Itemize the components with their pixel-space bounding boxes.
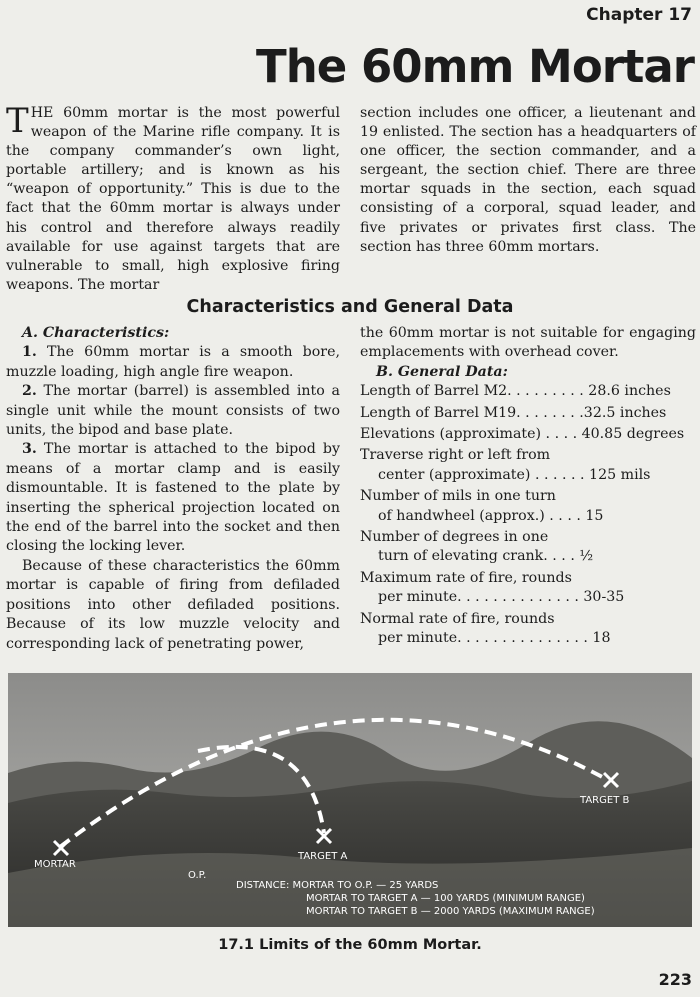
chapter-label: Chapter 17 <box>586 5 692 25</box>
spec-row <box>360 404 696 423</box>
item-text: The 60mm mortar is a smooth bore, muzzle loading, high angle fire weapon. <box>6 344 340 380</box>
page-number: 223 <box>658 970 692 989</box>
characteristics-column <box>6 324 340 654</box>
spec-row <box>360 528 696 567</box>
spec-row <box>360 382 696 401</box>
spec-line: per minute. . . . . . . . . . . . . . 30-35 <box>378 589 625 606</box>
spec-row <box>360 446 696 485</box>
spec-row <box>360 487 696 526</box>
item-number: 3. <box>22 441 37 458</box>
range-photo-figure <box>8 673 692 927</box>
item-text: The mortar (barrel) is assembled into a single unit while the mount consists of two units, the bipod and base plate. <box>6 383 340 439</box>
spec-line: turn of elevating crank. . . . ½ <box>378 548 594 565</box>
item-number: 1. <box>22 344 37 361</box>
range-photo <box>8 673 692 927</box>
spec-line: Number of mils in one turn <box>360 488 556 505</box>
intro-left-text: HE 60mm mortar is the most powerful weapon of the Marine rifle company. It is the company commander’s own light, portable artillery; and is known as his “weapon of opportunity.” This is due to the fact that the 60mm mortar is always under his control and therefore always readily available for use against targets that are vulnerable to small, high explosive firing weapons. The mortar <box>6 105 340 293</box>
intro-left-column <box>6 101 340 295</box>
spec-row <box>360 569 696 608</box>
general-data-column <box>360 324 696 651</box>
characteristics-closing: Because of these characteristics the 60mm mortar is capable of firing from defiladed positions into other defiladed positions. Because of its low muzzle velocity and corresponding lack of penetrating power, <box>6 557 340 652</box>
spec-line: Elevations (approximate) . . . . 40.85 degrees <box>360 426 685 443</box>
spec-line: Length of Barrel M19. . . . . . . .32.5 inches <box>360 404 667 421</box>
spec-line: Normal rate of fire, rounds <box>360 610 555 627</box>
spec-line: of handwheel (approx.) . . . . 15 <box>378 507 604 524</box>
drop-cap: T <box>6 101 29 141</box>
spec-row <box>360 610 696 649</box>
spec-line: per minute. . . . . . . . . . . . . . . 18 <box>378 630 611 647</box>
page-title: The 60mm Mortar <box>256 40 694 93</box>
spec-line: center (approximate) . . . . . . 125 mils <box>378 466 651 483</box>
spec-line: Length of Barrel M2. . . . . . . . . 28.6 inches <box>360 383 671 400</box>
op-label: O.P. <box>188 870 207 881</box>
spec-line: Number of degrees in one <box>360 529 549 546</box>
spec-row <box>360 425 696 444</box>
distance-note-3: MORTAR TO TARGET B — 2000 YARDS (MAXIMUM RANGE) <box>306 906 595 917</box>
characteristics-continued: the 60mm mortar is not suitable for engaging emplacements with overhead cover. <box>360 325 696 361</box>
item-text: The mortar is attached to the bipod by means of a mortar clamp and is easily dismountable. It is fastened to the plate by inserting the spherical projection located on the end of the barrel into the socket and then closing the locking lever. <box>6 441 340 555</box>
mortar-label: MORTAR <box>34 859 76 870</box>
characteristic-item <box>6 343 340 382</box>
target-b-label: TARGET B <box>580 795 630 806</box>
characteristic-item <box>6 382 340 440</box>
characteristic-item <box>6 440 340 556</box>
characteristics-heading: A. Characteristics: <box>22 325 170 341</box>
distance-note-2: MORTAR TO TARGET A — 100 YARDS (MINIMUM RANGE) <box>306 893 585 904</box>
target-a-label: TARGET A <box>298 851 348 862</box>
item-number: 2. <box>22 383 37 400</box>
spec-line: Traverse right or left from <box>360 447 551 464</box>
section-title: Characteristics and General Data <box>186 297 514 317</box>
distance-note-1: DISTANCE: MORTAR TO O.P. — 25 YARDS <box>236 880 439 891</box>
general-data-heading: B. General Data: <box>376 363 508 380</box>
intro-right-column: section includes one officer, a lieutenant and 19 enlisted. The section has a headquarters of one officer, the section commander, and a sergeant, the section chief. There are three mortar squads in the section, each squad consisting of a corporal, squad leader, and five privates or privates first class. The section has three 60mm mortars. <box>360 105 696 255</box>
spec-line: Maximum rate of fire, rounds <box>360 569 572 586</box>
figure-caption: 17.1 Limits of the 60mm Mortar. <box>218 937 482 953</box>
